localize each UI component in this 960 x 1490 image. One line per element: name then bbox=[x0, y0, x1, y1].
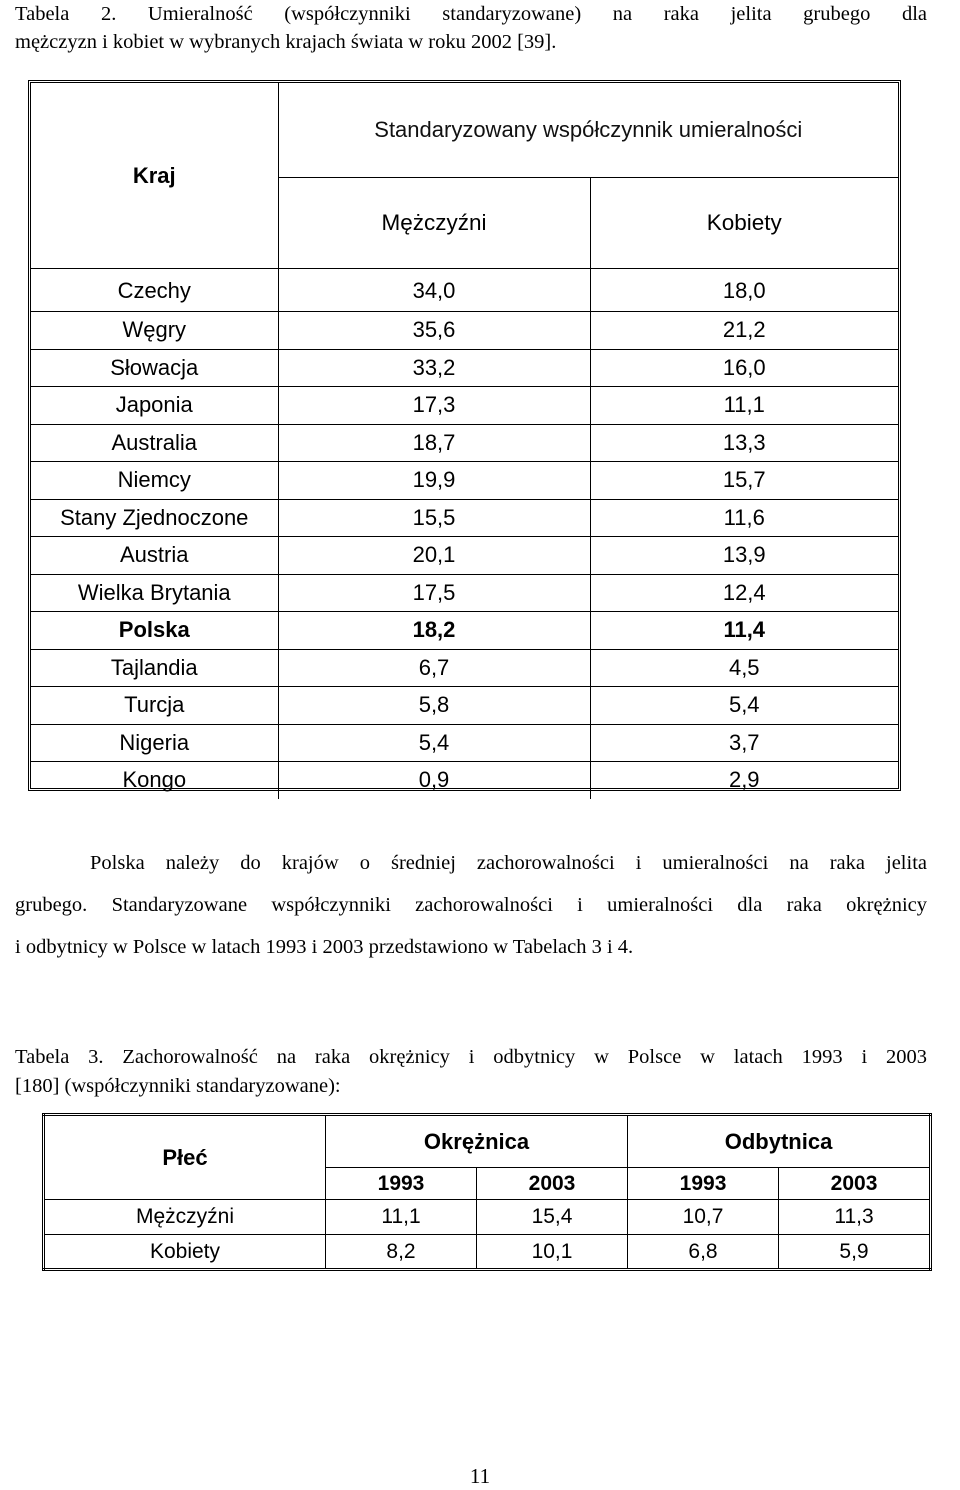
table-row bbox=[31, 762, 898, 799]
men-rate-cell: 18,2 bbox=[278, 612, 590, 650]
table-row bbox=[31, 269, 898, 312]
table-row bbox=[31, 537, 898, 575]
country-cell: Turcja bbox=[31, 687, 278, 725]
women-rate-cell: 11,1 bbox=[590, 387, 898, 425]
women-rate-cell: 2,9 bbox=[590, 762, 898, 799]
paragraph-line3: i odbytnicy w Polsce w latach 1993 i 2003 przedstawiono w Tabelach 3 i 4. bbox=[15, 936, 634, 958]
table-row bbox=[31, 574, 898, 612]
table3-caption-line2: [180] (współczynniki standaryzowane): bbox=[15, 1075, 341, 1097]
paragraph-line2: grubego. Standaryzowane współczynniki zachorowalności i umieralności dla raka okrężnicy bbox=[15, 894, 927, 916]
column-header-men: Mężczyźni bbox=[278, 178, 590, 269]
men-rate-cell: 33,2 bbox=[278, 349, 590, 387]
women-rate-cell: 12,4 bbox=[590, 574, 898, 612]
women-rate-cell: 11,6 bbox=[590, 499, 898, 537]
country-cell: Nigeria bbox=[31, 724, 278, 762]
paragraph-line1: Polska należy do krajów o średniej zachorowalności i umieralności na raka jelita bbox=[90, 852, 927, 874]
table-row bbox=[31, 424, 898, 462]
rate-cell: 11,1 bbox=[326, 1200, 477, 1235]
country-cell: Polska bbox=[31, 612, 278, 650]
country-cell: Słowacja bbox=[31, 349, 278, 387]
incidence-table bbox=[42, 1113, 932, 1271]
country-cell: Tajlandia bbox=[31, 649, 278, 687]
table3-caption bbox=[15, 1043, 927, 1101]
table2-caption-line2: mężczyzn i kobiet w wybranych krajach świata w roku 2002 [39]. bbox=[15, 31, 557, 53]
column-header-country: Kraj bbox=[31, 83, 278, 269]
men-rate-cell: 34,0 bbox=[278, 269, 590, 312]
country-cell: Kongo bbox=[31, 762, 278, 799]
rate-cell: 10,1 bbox=[477, 1235, 628, 1270]
column-header-women: Kobiety bbox=[590, 178, 898, 269]
rate-cell: 6,8 bbox=[628, 1235, 779, 1270]
table-row bbox=[31, 612, 898, 650]
men-rate-cell: 5,8 bbox=[278, 687, 590, 725]
body-paragraph bbox=[15, 842, 927, 968]
men-rate-cell: 18,7 bbox=[278, 424, 590, 462]
men-rate-cell: 0,9 bbox=[278, 762, 590, 799]
table-row bbox=[44, 1200, 931, 1235]
women-rate-cell: 16,0 bbox=[590, 349, 898, 387]
rate-cell: 8,2 bbox=[326, 1235, 477, 1270]
women-rate-cell: 11,4 bbox=[590, 612, 898, 650]
rate-cell: 5,9 bbox=[779, 1235, 931, 1270]
country-cell: Niemcy bbox=[31, 462, 278, 500]
women-rate-cell: 15,7 bbox=[590, 462, 898, 500]
rate-cell: 15,4 bbox=[477, 1200, 628, 1235]
women-rate-cell: 3,7 bbox=[590, 724, 898, 762]
country-cell: Austria bbox=[31, 537, 278, 575]
women-rate-cell: 4,5 bbox=[590, 649, 898, 687]
table3-caption-line1: Tabela 3. Zachorowalność na raka okrężnicy i odbytnicy w Polsce w latach 1993 i 2003 bbox=[15, 1046, 927, 1068]
mortality-table-wrapper bbox=[28, 80, 901, 791]
women-rate-cell: 18,0 bbox=[722, 278, 766, 303]
rate-cell: 11,3 bbox=[779, 1200, 931, 1235]
table-row bbox=[31, 387, 898, 425]
men-rate-cell: 35,6 bbox=[278, 312, 590, 350]
country-cell: Czechy bbox=[31, 269, 278, 312]
table-row bbox=[31, 499, 898, 537]
men-rate-cell: 19,9 bbox=[278, 462, 590, 500]
country-cell: Wielka Brytania bbox=[31, 574, 278, 612]
table-row bbox=[31, 462, 898, 500]
country-cell: Japonia bbox=[31, 387, 278, 425]
year-header: 1993 bbox=[628, 1168, 779, 1200]
year-header: 1993 bbox=[326, 1168, 477, 1200]
men-rate-cell: 20,1 bbox=[278, 537, 590, 575]
year-header: 2003 bbox=[779, 1168, 931, 1200]
men-rate-cell: 15,5 bbox=[278, 499, 590, 537]
table-row bbox=[31, 349, 898, 387]
country-cell: Węgry bbox=[31, 312, 278, 350]
men-rate-cell: 17,5 bbox=[278, 574, 590, 612]
rate-cell: 10,7 bbox=[628, 1200, 779, 1235]
women-rate-cell: 21,2 bbox=[590, 312, 898, 350]
column-group-colon: Okrężnica bbox=[326, 1115, 628, 1168]
table-row bbox=[31, 312, 898, 350]
year-header: 2003 bbox=[477, 1168, 628, 1200]
women-rate-cell: 13,9 bbox=[590, 537, 898, 575]
mortality-table-body bbox=[31, 269, 898, 799]
men-rate-cell: 5,4 bbox=[278, 724, 590, 762]
country-cell: Stany Zjednoczone bbox=[31, 499, 278, 537]
page-number: 11 bbox=[469, 1464, 491, 1488]
incidence-table-body bbox=[44, 1115, 931, 1270]
table-row bbox=[31, 649, 898, 687]
country-cell: Australia bbox=[31, 424, 278, 462]
women-rate-cell: 5,4 bbox=[590, 687, 898, 725]
mortality-table bbox=[31, 83, 898, 799]
women-rate-cell: 13,3 bbox=[590, 424, 898, 462]
table2-caption-line1: Tabela 2. Umieralność (współczynniki standaryzowane) na raka jelita grubego dla bbox=[15, 3, 927, 25]
sex-cell: Mężczyźni bbox=[44, 1200, 326, 1235]
column-group-header: Standaryzowany współczynnik umieralności bbox=[278, 83, 898, 178]
men-rate-cell: 17,3 bbox=[278, 387, 590, 425]
men-rate-cell: 6,7 bbox=[278, 649, 590, 687]
column-group-rectum: Odbytnica bbox=[628, 1115, 931, 1168]
table2-caption bbox=[15, 0, 927, 56]
table-row bbox=[44, 1235, 931, 1270]
table-row bbox=[31, 724, 898, 762]
column-header-sex: Płeć bbox=[44, 1115, 326, 1200]
table-row bbox=[31, 687, 898, 725]
sex-cell: Kobiety bbox=[44, 1235, 326, 1270]
